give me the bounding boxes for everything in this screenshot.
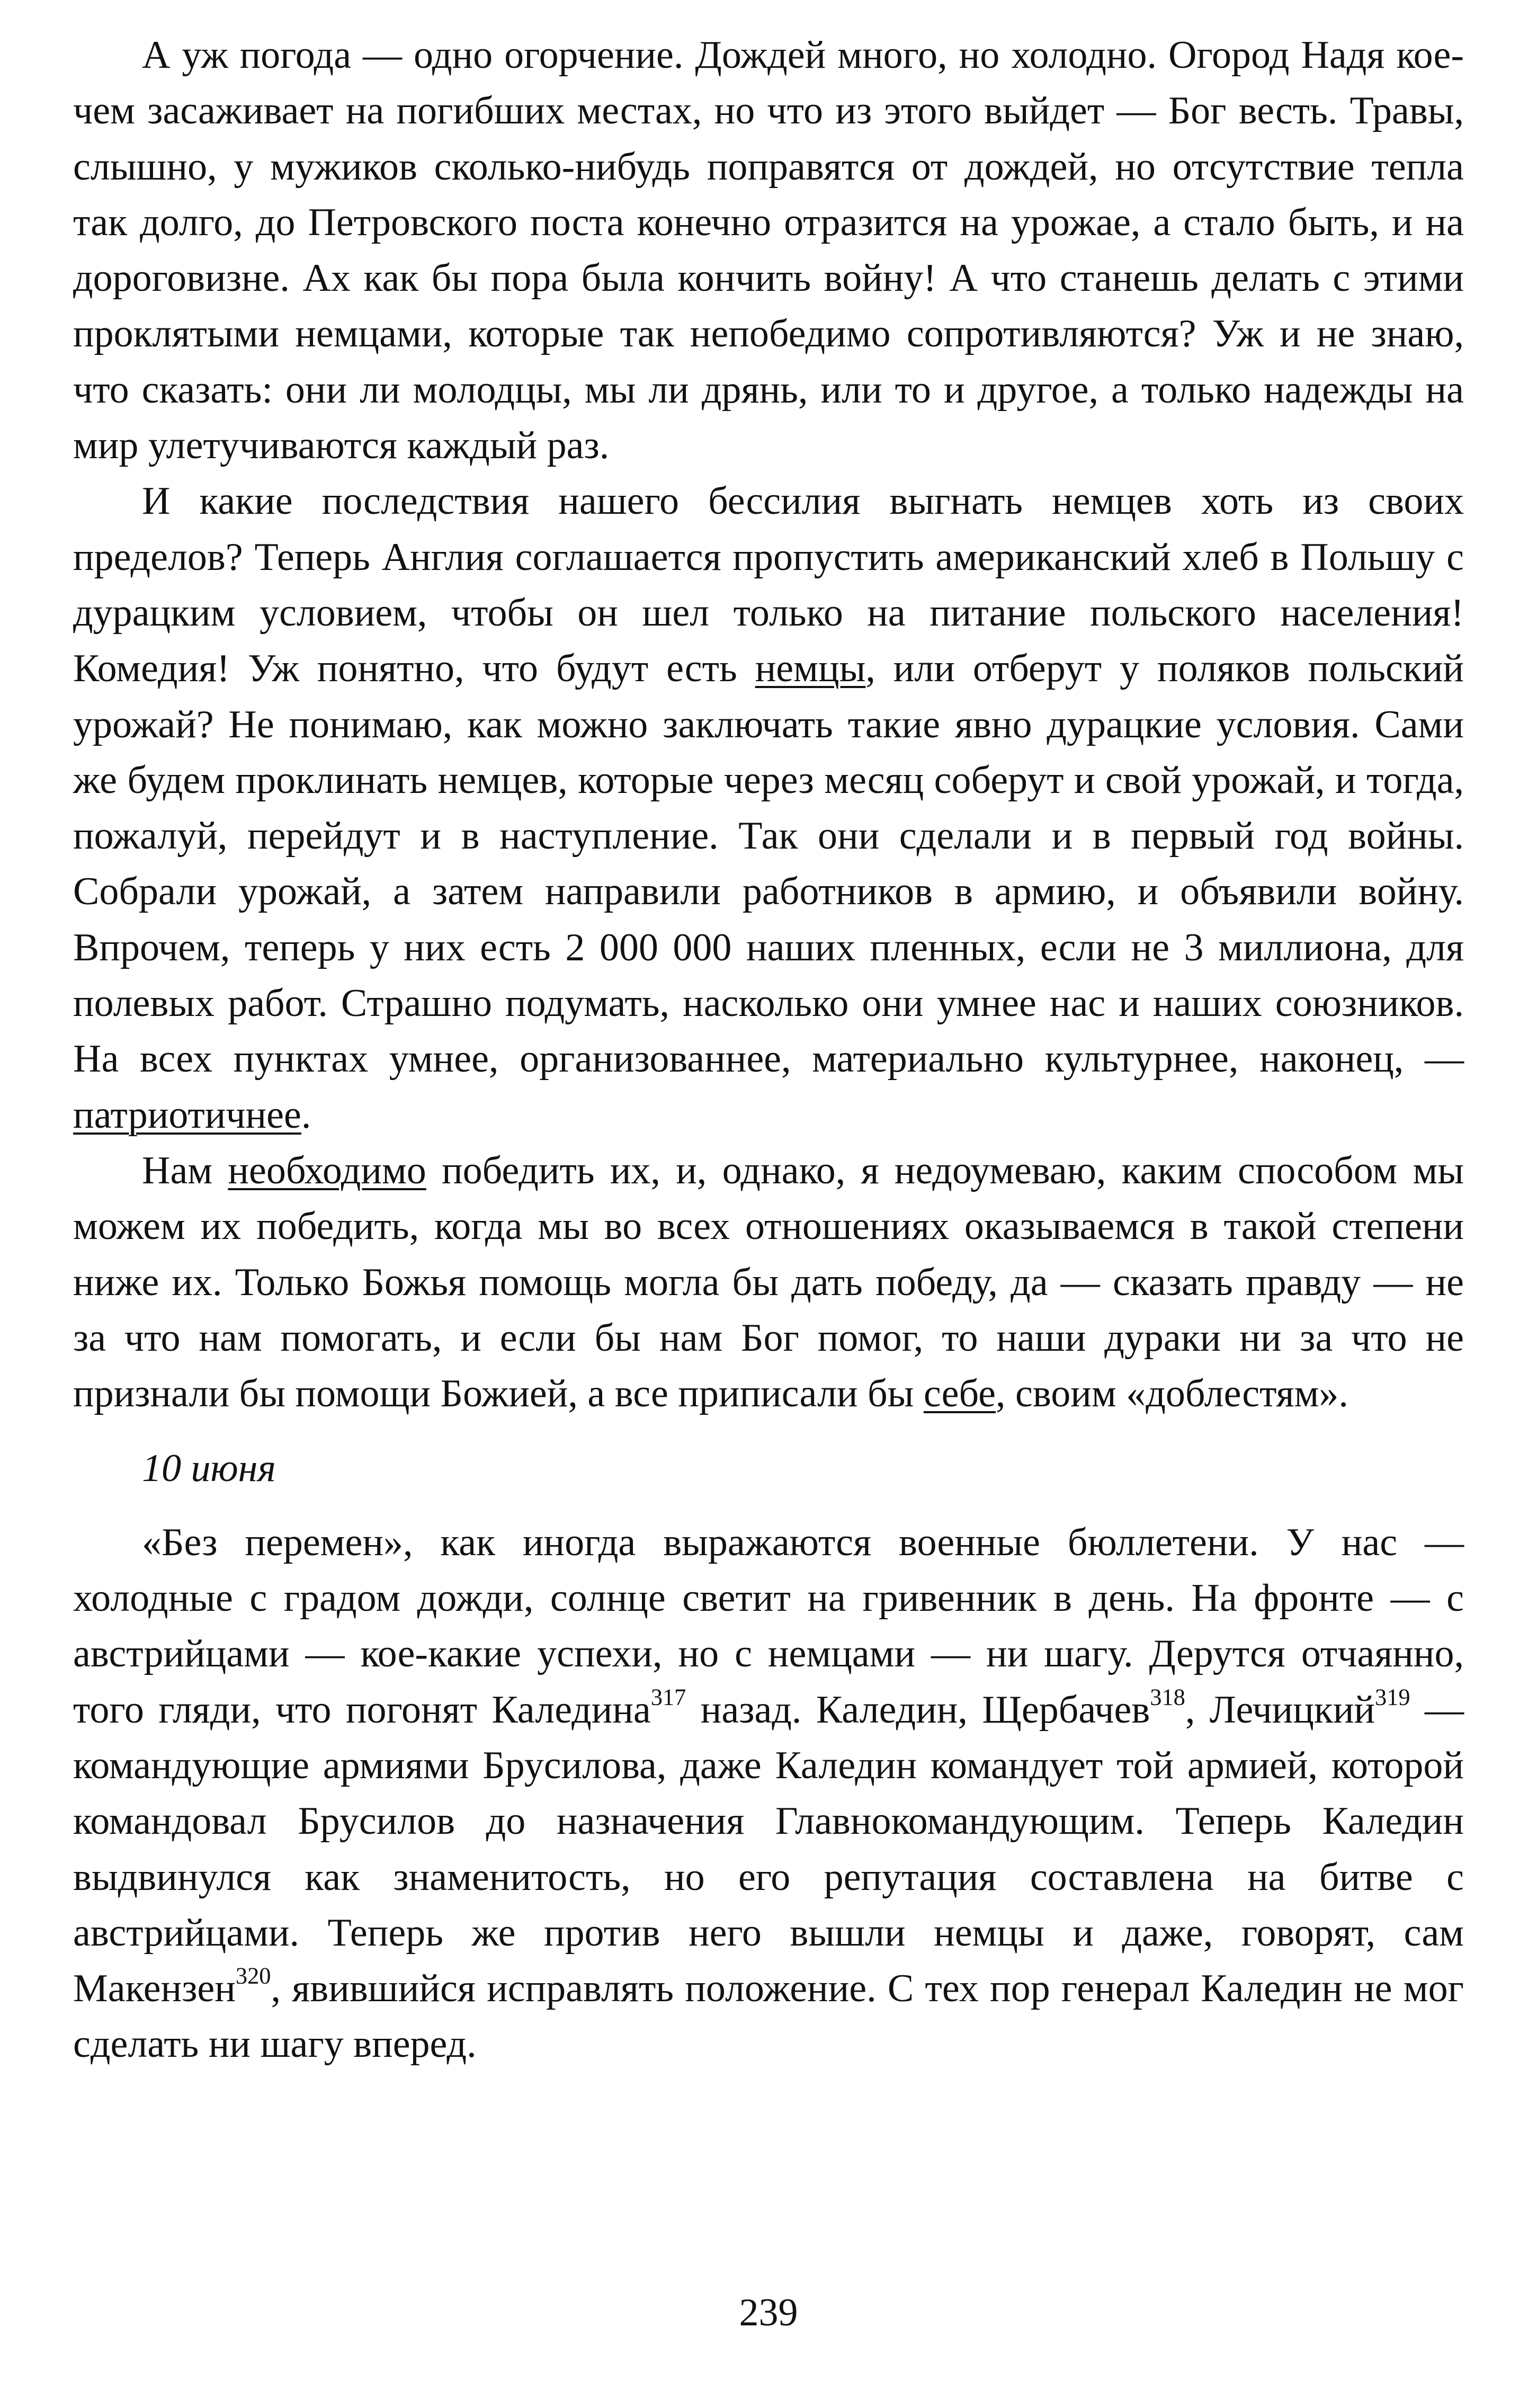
underlined-word: себе	[923, 1372, 996, 1416]
paragraph-text: «Без перемен», как иногда выражаются военные бюллетени. У нас — холодные с градом дожди, солнце светит на гривенник в день. На фронте — с австрийцами — кое-какие успехи, но с немцами — ни шагу. Дерутся отчаянно, того гляди, что погонят Каледина	[73, 1520, 1464, 1732]
paragraph-text: .	[301, 1093, 311, 1137]
underlined-word: необходимо	[228, 1148, 426, 1192]
paragraph-germans	[73, 474, 1464, 1143]
footnote-marker: 318	[1150, 1683, 1185, 1710]
paragraph-weather	[73, 28, 1464, 474]
underlined-word: немцы	[755, 647, 866, 691]
paragraph-text: , или отберут у поляков польский урожай? Не понимаю, как можно заключать такие явно дурацкие условия. Сами же будем проклинать немцев, которые через месяц соберут и свой урожай, и тогда, пожалуй, перейдут и в наступление. Так они сделали и в первый год войны. Собрали урожай, а затем направили работников в армию, и объявили войну. Впрочем, теперь у них есть 2 000 000 наших пленных, если не 3 миллиона, для полевых работ. Страшно подумать, насколько они умнее нас и наших союзников. На всех пунктах умнее, организованнее, материально культурнее, наконец, —	[73, 647, 1464, 1081]
paragraph-front	[73, 1515, 1464, 2073]
paragraph-victory	[73, 1143, 1464, 1422]
paragraph-text: Нам	[142, 1148, 228, 1192]
paragraph-text: А уж погода — одно огорчение. Дождей много, но холодно. Огород Надя кое-чем засаживает на погибших местах, но что из этого выйдет — Бог весть. Травы, слышно, у мужиков сколько-нибудь поправятся от дождей, но отсутствие тепла так долго, до Петровского поста конечно отразится на урожае, а стало быть, и на дороговизне. Ах как бы пора была кончить войну! А что станешь делать с этими проклятыми немцами, которые так непобедимо сопротивляются? Уж и не знаю, что сказать: они ли молодцы, мы ли дрянь, или то и другое, а только надежды на мир улетучиваются каждый раз.	[73, 33, 1464, 468]
paragraph-text: , Лечицкий	[1185, 1688, 1375, 1732]
text-body	[73, 28, 1464, 2073]
paragraph-text: победить их, и, однако, я недоумеваю, каким способом мы можем их победить, когда мы во всех отношениях оказываемся в такой степени ниже их. Только Божья помощь могла бы дать победу, да — сказать правду — не за что нам помогать, и если бы нам Бог помог, то наши дураки ни за что не признали бы помощи Божией, а все приписали бы	[73, 1148, 1464, 1416]
page-number: 239	[739, 2291, 798, 2334]
footnote-marker: 319	[1375, 1683, 1410, 1710]
paragraph-text: назад. Каледин, Щербачев	[686, 1688, 1150, 1732]
footnote-marker: 320	[235, 1962, 271, 1989]
paragraph-text: И какие последствия нашего бессилия выгнать немцев хоть из своих пределов? Теперь Англия соглашается пропустить американский хлеб в Польшу с дурацким условием, чтобы он шел только на питание польского населения! Комедия! Уж понятно, что будут есть	[73, 479, 1464, 691]
entry-date-heading: 10 июня	[142, 1447, 276, 1491]
underlined-word: патриотичнее	[73, 1093, 301, 1137]
paragraph-text: — командующие армиями Брусилова, даже Каледин командует той армией, которой командовал Брусилов до назначения Главнокомандующим. Теперь Каледин выдвинулся как знаменитость, но его репутация составлена на битве с австрийцами. Теперь же против него вышли немцы и даже, говорят, сам Макензен	[73, 1688, 1464, 2011]
footnote-marker: 317	[650, 1683, 686, 1710]
paragraph-text: , явившийся исправлять положение. С тех пор генерал Каледин не мог сделать ни шагу вперед.	[73, 1967, 1464, 2066]
paragraph-text: , своим «доблестям».	[995, 1372, 1348, 1416]
